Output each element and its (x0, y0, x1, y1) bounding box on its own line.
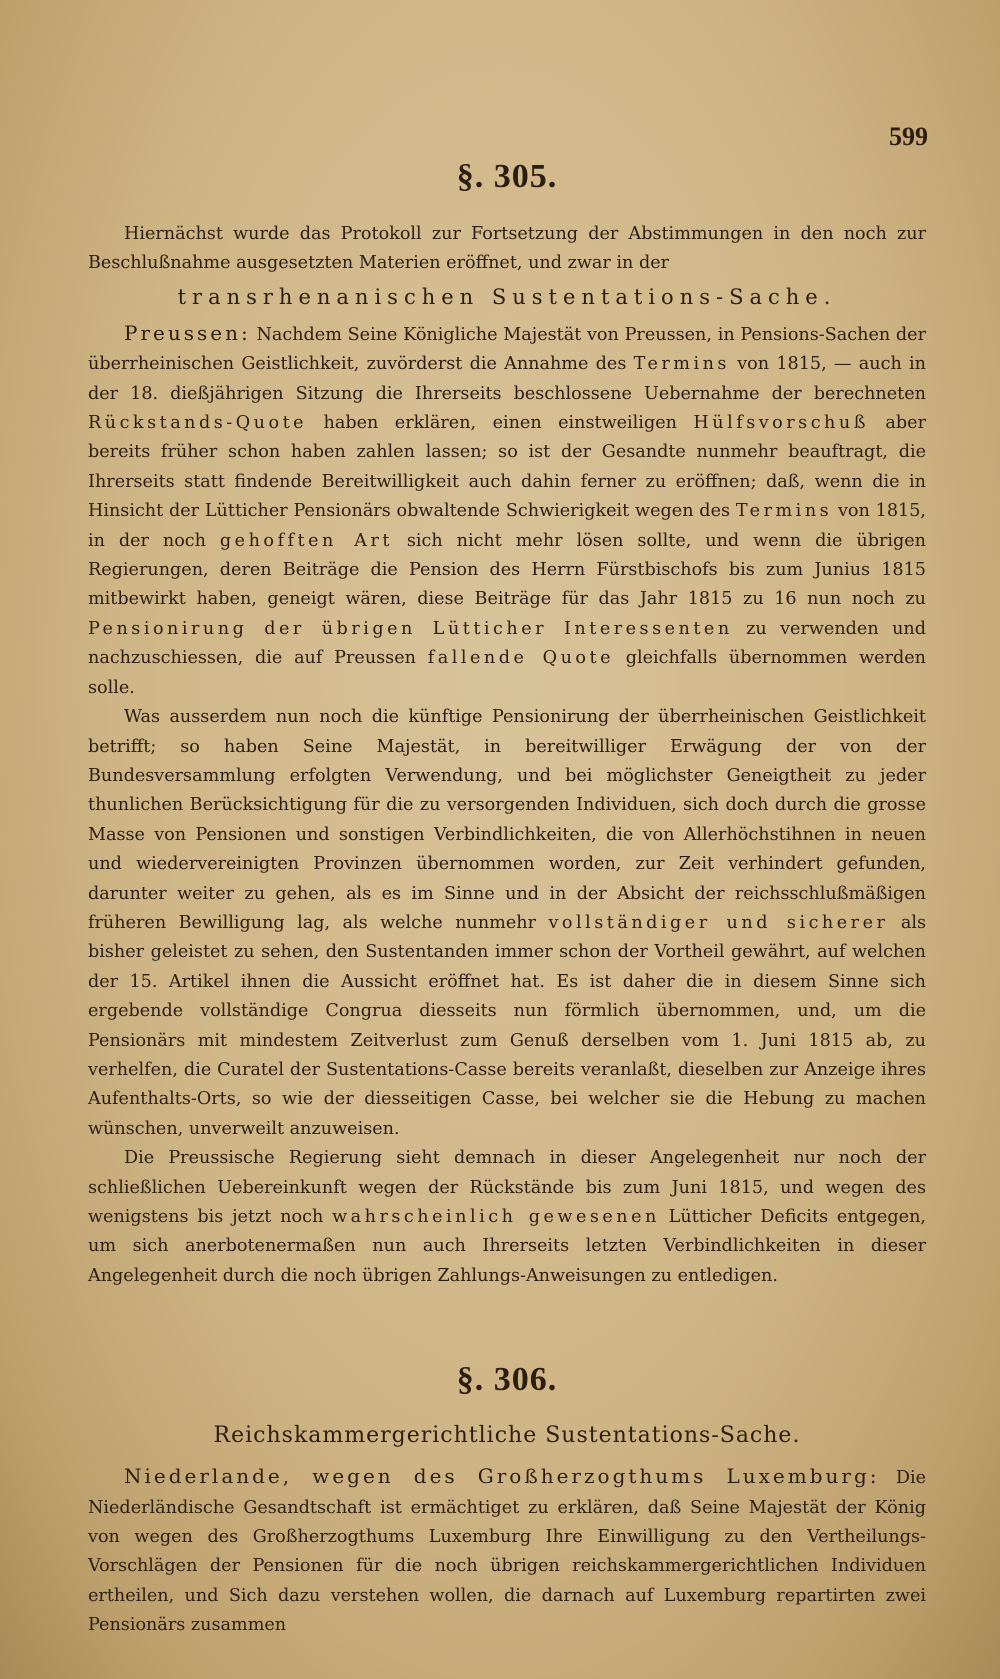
government-text-part: Die Preussische Regierung sieht demnach in dieser Angelegenheit nur noch der schließlichen Uebereinkunft wegen der Rückstände bis zum Juni 1815, und wegen des wenigstens bis jetzt noch (88, 1148, 926, 1227)
prussia-spaced-part: gehofften Art (219, 530, 393, 551)
pension-paragraph (88, 703, 926, 1144)
prussia-spaced-part: Pensionirung der übrigen Lütticher Interessenten (88, 618, 733, 639)
prussia-paragraph (88, 319, 926, 703)
pension-spaced-part: vollständiger und sicherer (548, 912, 889, 933)
section-305-title: §. 305. (456, 158, 558, 195)
government-spaced-part: wahrscheinlich gewesenen (332, 1207, 660, 1227)
netherlands-text: Die Niederländische Gesandtschaft ist ermächtiget zu erklären, daß Seine Majestät der König von wegen des Großherzogthums Luxemburg Ihre Einwilligung zu den Vertheilungs-Vorschlägen der Pensionen für die noch übrigen reichskammergerichtlichen Individuen ertheilen, und Sich dazu verstehen wollen, die darnach auf Luxemburg repartirten zwei Pensionärs zusammen (88, 1468, 926, 1636)
prussia-text-part: von 1815, — auch in der 18. dießjährigen Sitzung die Ihrerseits beschlossene Uebernahme der berechneten (88, 354, 926, 404)
prussia-text-part: zu verwenden und nachzuschiessen, die auf Preussen (88, 618, 926, 669)
pension-text-part: als bisher geleistet zu sehen, den Sustentanden immer schon der Vortheil gewährt, auf welchen der 15. Artikel ihnen die Aussicht eröffnet hat. Es ist daher die in diesem Sinne sich ergebende vollständige Congrua diesseits nun förmlich übernommen, und, um die Pensionärs mit mindestem Zeitverlust zum Genuß derselben vom 1. Juni 1815 ab, zu verhelfen, die Curatel der Sustentations-Casse bereits veranlaßt, dieselben zur Anzeige ihres Aufenthalts-Orts, so wie der diesseitigen Casse, bei welcher sie die Hebung zu machen wünschen, unverweilt anzuweisen. (88, 912, 926, 1139)
prussia-text-part: gleichfalls übernommen werden solle. (88, 648, 926, 698)
section-305-intro: Hiernächst wurde das Protokoll zur Fortsetzung der Abstimmungen in den noch zur Beschlußnahme ausgesetzten Materien eröffnet, und zwar in der (88, 224, 926, 274)
prussia-text-part: Nachdem Seine Königliche Majestät von Preussen, in Pensions-Sachen der überrheinischen Geistlichkeit, zuvörderst die Annahme des (88, 324, 927, 375)
page-content (88, 158, 926, 1641)
pension-text-part: Was ausserdem nun noch die künftige Pensionirung der überrheinischen Geistlichkeit betrifft; so haben Seine Majestät, in bereitwilliger Erwägung der von der Bundesversammlung erfolgten Verwendung, und bei möglichster Geneigtheit zu jeder thunlichen Berücksichtigung für die zu versorgenden Individuen, sich doch durch die grosse Masse von Pensionen und sonstigen Verbindlichkeiten, die von Allerhöchstihnen in neuen und wiedervereinigten Provinzen übernommen worden, zur Zeit verhindert gefunden, darunter weiter zu gehen, als es im Sinne und in der Absicht der reichsschlußmäßigen früheren Bewilligung lag, als welche nunmehr (88, 707, 926, 933)
prussia-text-part: von 1815, in der noch (88, 501, 926, 551)
prussia-text-part: aber bereits früher schon haben zahlen lassen; so ist der Gesandte nunmehr beauftragt, die Ihrerseits statt findende Bereitwilligkeit auch dahin ferner zu eröffnen; daß, wenn die in Hinsicht der Lütticher Pensionärs obwaltende Schwierigkeit wegen des (88, 413, 926, 522)
prussia-text-part: sich nicht mehr lösen sollte, und wenn die übrigen Regierungen, deren Beiträge die Pension des Herrn Fürstbischofs bis zum Junius 1815 mitbewirkt haben, geneigt wären, diese Beiträge für das Jahr 1815 zu 16 nun noch zu (88, 530, 927, 610)
section-305-subject: transrhenanischen Sustentations-Sache. (177, 284, 837, 309)
prussia-spaced-part: Termins (633, 354, 730, 375)
netherlands-lead: Niederlande, wegen des Großherzogthums Luxemburg: (124, 1464, 880, 1489)
page-number: 599 (889, 122, 928, 151)
government-text-part: Lütticher Deficits entgegen, um sich anerbotenermaßen nun auch Ihrerseits letzten Verbindlichkeiten in dieser Angelegenheit durch die noch übrigen Zahlungs-Anweisungen zu entledigen. (88, 1207, 926, 1286)
government-paragraph (88, 1144, 926, 1291)
prussia-spaced-part: Termins (735, 501, 833, 522)
prussia-spaced-part: Hülfsvorschuß (693, 413, 869, 434)
prussia-spaced-part: fallende Quote (427, 648, 614, 669)
prussia-lead: Preussen: (124, 320, 251, 345)
prussia-spaced-part: Rückstands-Quote (88, 413, 308, 434)
netherlands-paragraph (88, 1462, 926, 1640)
section-306-title: §. 306. (456, 1361, 558, 1399)
section-306-subject: Reichskammergerichtliche Sustentations-Sache. (213, 1423, 801, 1449)
prussia-text-part: haben erklären, einen einstweiligen (307, 413, 694, 434)
